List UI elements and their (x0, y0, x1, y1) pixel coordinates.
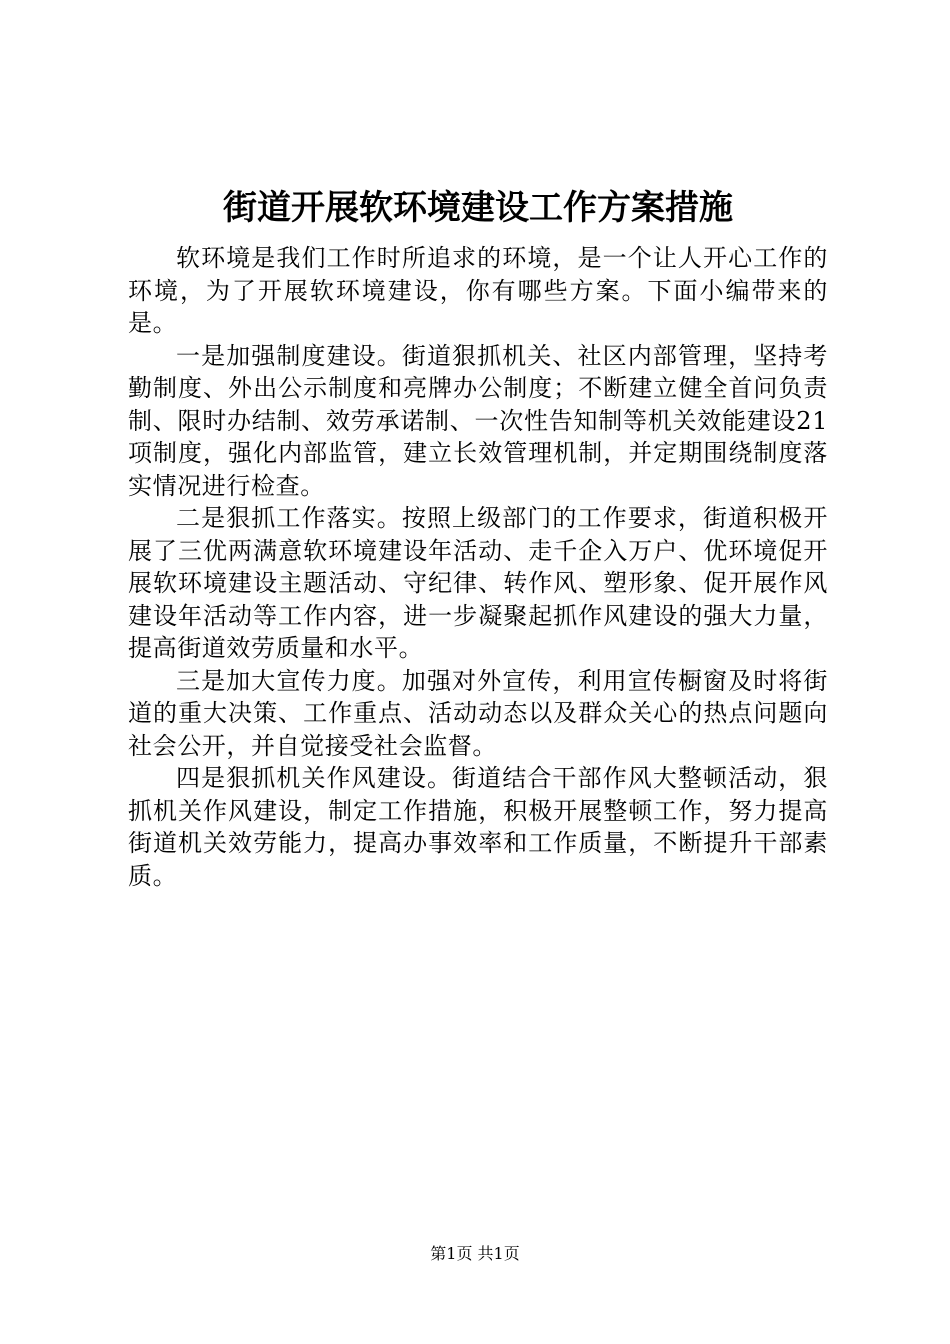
page-footer: 第1页 共1页 (430, 1244, 520, 1263)
document-page (128, 180, 828, 892)
paragraph-one: 一是加强制度建设。街道狠抓机关、社区内部管理，坚持考勤制度、外出公示制度和亮牌办公制度；不断建立健全首问负责制、限时办结制、效劳承诺制、一次性告知制等机关效能建设21项制度，强化内部监管，建立长效管理机制，并定期围绕制度落实情况进行检查。 (128, 341, 828, 500)
paragraph-four: 四是狠抓机关作风建设。街道结合干部作风大整顿活动，狠抓机关作风建设，制定工作措施，积极开展整顿工作，努力提高街道机关效劳能力，提高办事效率和工作质量，不断提升干部素质。 (128, 764, 828, 890)
paragraph-three: 三是加大宣传力度。加强对外宣传，利用宣传橱窗及时将街道的重大决策、工作重点、活动动态以及群众关心的热点问题向社会公开，并自觉接受社会监督。 (128, 666, 828, 760)
document-title: 街道开展软环境建设工作方案措施 (223, 188, 733, 228)
paragraph-intro: 软环境是我们工作时所追求的环境，是一个让人开心工作的环境，为了开展软环境建设，你有哪些方案。下面小编带来的是。 (128, 244, 828, 337)
paragraph-two: 二是狠抓工作落实。按照上级部门的工作要求，街道积极开展了三优两满意软环境建设年活动、走千企入万户、优环境促开展软环境建设主题活动、守纪律、转作风、塑形象、促开展作风建设年活动等工作内容，进一步凝聚起抓作风建设的强大力量，提高街道效劳质量和水平。 (128, 504, 828, 662)
